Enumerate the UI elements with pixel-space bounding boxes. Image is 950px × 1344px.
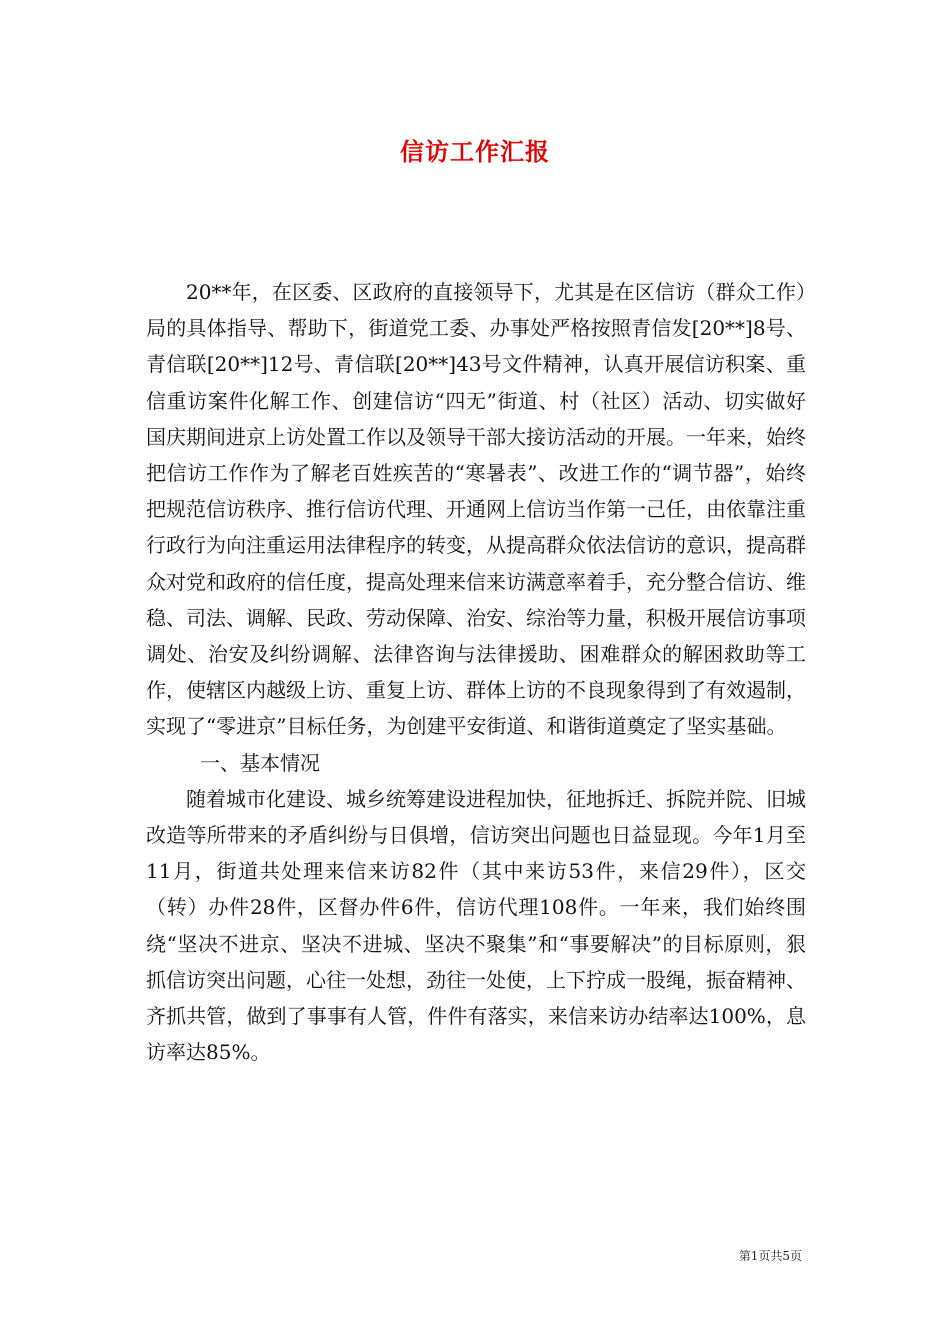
section-heading: 一、基本情况 [200,750,320,775]
intro-paragraph: 20**年，在区委、区政府的直接领导下，尤其是在区信访（群众工作）局的具体指导、帮助下，街道党工委、办事处严格按照青信发[20**]8号、青信联[20**]12号、青信联[20**]43号文件精神，认真开展信访积案、重信重访案件化解工作、创建信访“四无”街道、村（社区）活动、切实做好国庆期间进京上访处置工作以及领导干部大接访活动的开展。一年来，始终把信访工作作为了解老百姓疾苦的“寒暑表”、改进工作的“调节器”，始终把规范信访秩序、推行信访代理、开通网上信访当作第一己任，由依靠注重行政行为向注重运用法律程序的转变，从提高群众依法信访的意识，提高群众对党和政府的信任度，提高处理来信来访满意率着手，充分整合信访、维稳、司法、调解、民政、劳动保障、治安、综治等力量，积极开展信访事项调处、治安及纠纷调解、法律咨询与法律援助、困难群众的解困救助等工作，使辖区内越级上访、重复上访、群体上访的不良现象得到了有效遏制，实现了“零进京”目标任务，为创建平安街道、和谐街道奠定了坚实基础。 [146,280,806,739]
document-body [146,274,806,1070]
page-number: 第1页共5页 [738,1249,802,1263]
document-title: 信访工作汇报 [400,137,550,166]
basic-situation-paragraph: 随着城市化建设、城乡统筹建设进程加快，征地拆迁、拆院并院、旧城改造等所带来的矛盾纠纷与日俱增，信访突出问题也日益显现。今年1月至11月，街道共处理来信来访82件（其中来访53件，来信29件），区交（转）办件28件，区督办件6件，信访代理108件。一年来，我们始终围绕“坚决不进京、坚决不进城、坚决不聚集”和“事要解决”的目标原则，狠抓信访突出问题，心往一处想，劲往一处使，上下拧成一股绳，振奋精神、齐抓共管，做到了事事有人管，件件有落实，来信来访办结率达100%，息访率达85%。 [146,786,806,1065]
